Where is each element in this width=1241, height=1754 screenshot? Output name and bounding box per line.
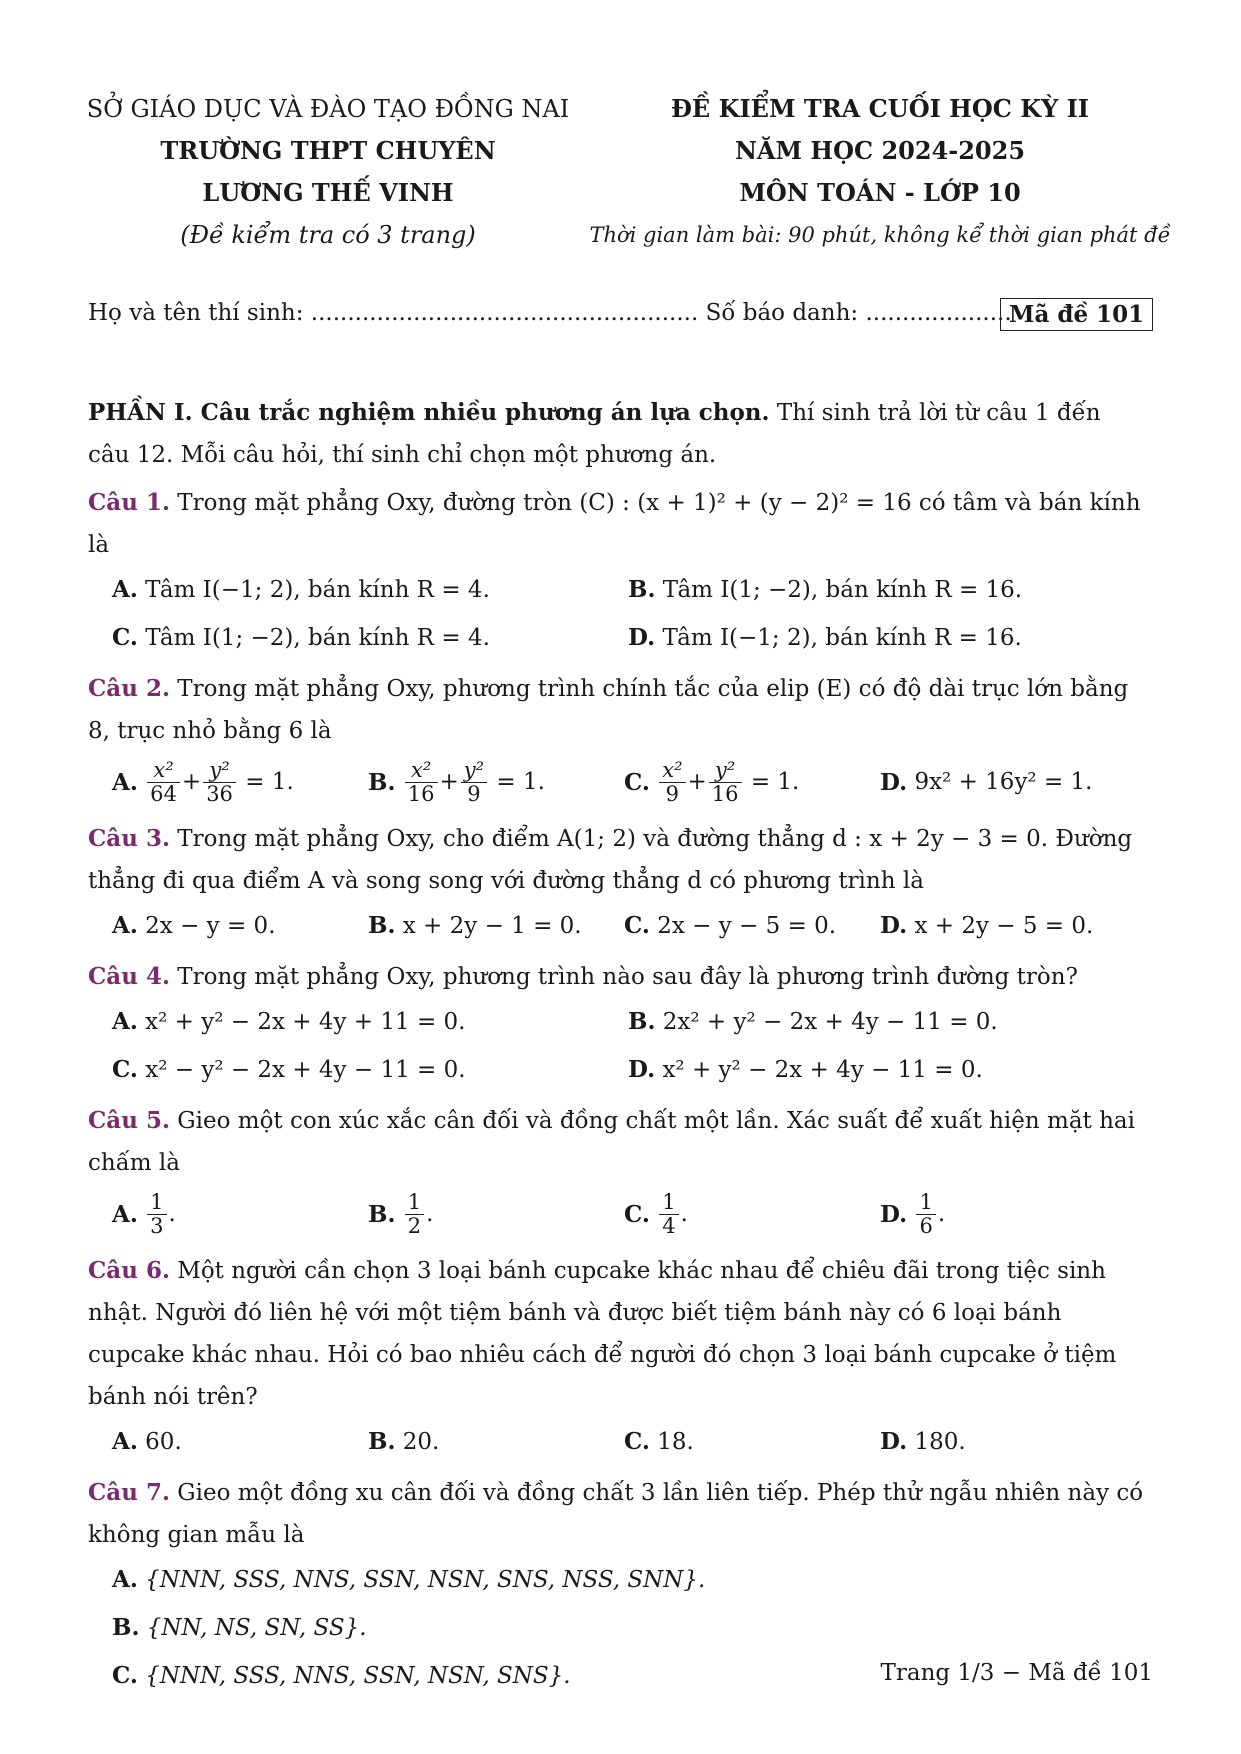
school-name-line1: TRƯỜNG THPT CHUYÊN: [160, 136, 496, 165]
name-field[interactable]: .....................................................: [310, 300, 699, 326]
question-1: [88, 482, 1148, 566]
question-4: [88, 956, 1148, 998]
question-label: Câu 3.: [88, 825, 170, 852]
part1-instruction: Thí sinh trả lời từ câu 1 đến câu 12. Mỗi câu hỏi, thí sinh chỉ chọn một phương án.: [88, 400, 1101, 468]
question-label: Câu 4.: [88, 963, 170, 990]
exam-title: ĐỀ KIỂM TRA CUỐI HỌC KỲ II: [670, 94, 1090, 123]
question-2: [88, 668, 1148, 752]
question-text: Trong mặt phẳng Oxy, phương trình chính tắc của elip (E) có độ dài trục lớn bằng 8, trục nhỏ bằng 6 là: [88, 676, 1129, 744]
question-label: Câu 2.: [88, 675, 170, 702]
option-c[interactable]: C. x² − y² − 2x + 4y − 11 = 0.: [112, 1056, 466, 1083]
question-text: Một người cần chọn 3 loại bánh cupcake khác nhau để chiêu đãi trong tiệc sinh nhật. Người đó liên hệ với một tiệm bánh và được biết tiệm bánh này có 6 loại bánh cupcake khác nhau. Hỏi có bao nhiêu cách để người đó chọn 3 loại bánh cupcake ở tiệm bánh nói trên?: [88, 1258, 1117, 1410]
header-right: [580, 88, 1180, 256]
question-5-options: [112, 1184, 1148, 1244]
question-text: Gieo một đồng xu cân đối và đồng chất 3 lần liên tiếp. Phép thử ngẫu nhiên này có không gian mẫu là: [88, 1480, 1144, 1548]
option-d[interactable]: D. $\frac{1}{6}$ .: [880, 1190, 946, 1238]
option-a[interactable]: A. 2x − y = 0.: [112, 912, 276, 939]
part1-title: PHẦN I. Câu trắc nghiệm nhiều phương án lựa chọn.: [88, 399, 770, 426]
question-text: Trong mặt phẳng Oxy, cho điểm A(1; 2) và đường thẳng d : x + 2y − 3 = 0. Đường thẳng đi qua điểm A và song song với đường thẳng d có phương trình là: [88, 826, 1133, 894]
exam-body: [88, 392, 1148, 1700]
student-info-line: [88, 300, 1012, 326]
option-c[interactable]: C. 2x − y − 5 = 0.: [624, 912, 837, 939]
option-d[interactable]: D. 180.: [880, 1428, 966, 1455]
question-label: Câu 1.: [88, 489, 170, 516]
option-c[interactable]: C. $\frac{\text{x²}}{9}$ + $\frac{\text{y²}}{16}$ = 1.: [624, 758, 800, 806]
name-label: Họ và tên thí sinh:: [88, 300, 304, 326]
question-text: Trong mặt phẳng Oxy, phương trình nào sau đây là phương trình đường tròn?: [177, 964, 1078, 990]
school-name-line2: LƯƠNG THẾ VINH: [202, 178, 454, 207]
option-d[interactable]: D. 9x² + 16y² = 1.: [880, 768, 1093, 796]
option-c[interactable]: C. $\frac{1}{4}$ .: [624, 1190, 688, 1238]
option-a[interactable]: A. {NNN, SSS, NNS, SSN, NSN, SNS, NSS, SNN}.: [112, 1566, 706, 1593]
option-c[interactable]: C. 18.: [624, 1428, 694, 1455]
header-left: [68, 88, 588, 256]
option-c[interactable]: C. Tâm I(1; −2), bán kính R = 4.: [112, 624, 490, 651]
option-b[interactable]: B. Tâm I(1; −2), bán kính R = 16.: [628, 576, 1023, 603]
question-2-options: [112, 752, 1148, 812]
option-b[interactable]: B. $\frac{1}{2}$ .: [368, 1190, 434, 1238]
option-a[interactable]: A. $\frac{1}{3}$ .: [112, 1190, 176, 1238]
question-3: [88, 818, 1148, 902]
department-name: SỞ GIÁO DỤC VÀ ĐÀO TẠO ĐỒNG NAI: [86, 95, 570, 123]
question-label: Câu 7.: [88, 1479, 170, 1506]
question-6-options: [112, 1418, 1148, 1466]
option-b[interactable]: B. {NN, NS, SN, SS}.: [112, 1614, 367, 1641]
question-6: [88, 1250, 1148, 1418]
option-d[interactable]: D. x + 2y − 5 = 0.: [880, 912, 1094, 939]
option-c[interactable]: C. {NNN, SSS, NNS, SSN, NSN, SNS}.: [112, 1662, 571, 1689]
question-text: Gieo một con xúc xắc cân đối và đồng chất một lần. Xác suất để xuất hiện mặt hai chấm là: [88, 1108, 1135, 1176]
school-year: NĂM HỌC 2024-2025: [734, 136, 1026, 165]
question-1-options: [112, 566, 1148, 662]
exam-code-box: Mã đề 101: [1000, 298, 1153, 331]
question-3-options: [112, 902, 1148, 950]
option-a[interactable]: A. $\frac{\text{x²}}{64}$ + $\frac{\text{y²}}{36}$ = 1.: [112, 758, 294, 806]
option-b[interactable]: B. 20.: [368, 1428, 440, 1455]
option-a[interactable]: A. 60.: [112, 1428, 182, 1455]
time-limit: Thời gian làm bài: 90 phút, không kể thời gian phát đề: [589, 223, 1171, 247]
subject-grade: MÔN TOÁN - LỚP 10: [739, 178, 1021, 207]
option-d[interactable]: D. Tâm I(−1; 2), bán kính R = 16.: [628, 624, 1022, 651]
question-4-options: [112, 998, 1148, 1094]
option-b[interactable]: B. x + 2y − 1 = 0.: [368, 912, 582, 939]
option-b[interactable]: B. $\frac{\text{x²}}{16}$ + $\frac{\text{y²}}{9}$ = 1.: [368, 758, 545, 806]
question-label: Câu 5.: [88, 1107, 170, 1134]
question-text: Trong mặt phẳng Oxy, đường tròn (C) : (x + 1)² + (y − 2)² = 16 có tâm và bán kính là: [88, 490, 1141, 558]
id-label: Số báo danh:: [705, 300, 859, 326]
question-5: [88, 1100, 1148, 1184]
option-d[interactable]: D. x² + y² − 2x + 4y − 11 = 0.: [628, 1056, 983, 1083]
option-a[interactable]: A. x² + y² − 2x + 4y + 11 = 0.: [112, 1008, 466, 1035]
question-7: [88, 1472, 1148, 1556]
option-b[interactable]: B. 2x² + y² − 2x + 4y − 11 = 0.: [628, 1008, 998, 1035]
part1-intro: [88, 392, 1148, 476]
question-label: Câu 6.: [88, 1257, 170, 1284]
option-a[interactable]: A. Tâm I(−1; 2), bán kính R = 4.: [112, 576, 490, 603]
page-footer: Trang 1/3 − Mã đề 101: [880, 1660, 1153, 1686]
id-field[interactable]: ....................: [865, 300, 1012, 326]
page-count-note: (Đề kiểm tra có 3 trang): [180, 221, 476, 249]
